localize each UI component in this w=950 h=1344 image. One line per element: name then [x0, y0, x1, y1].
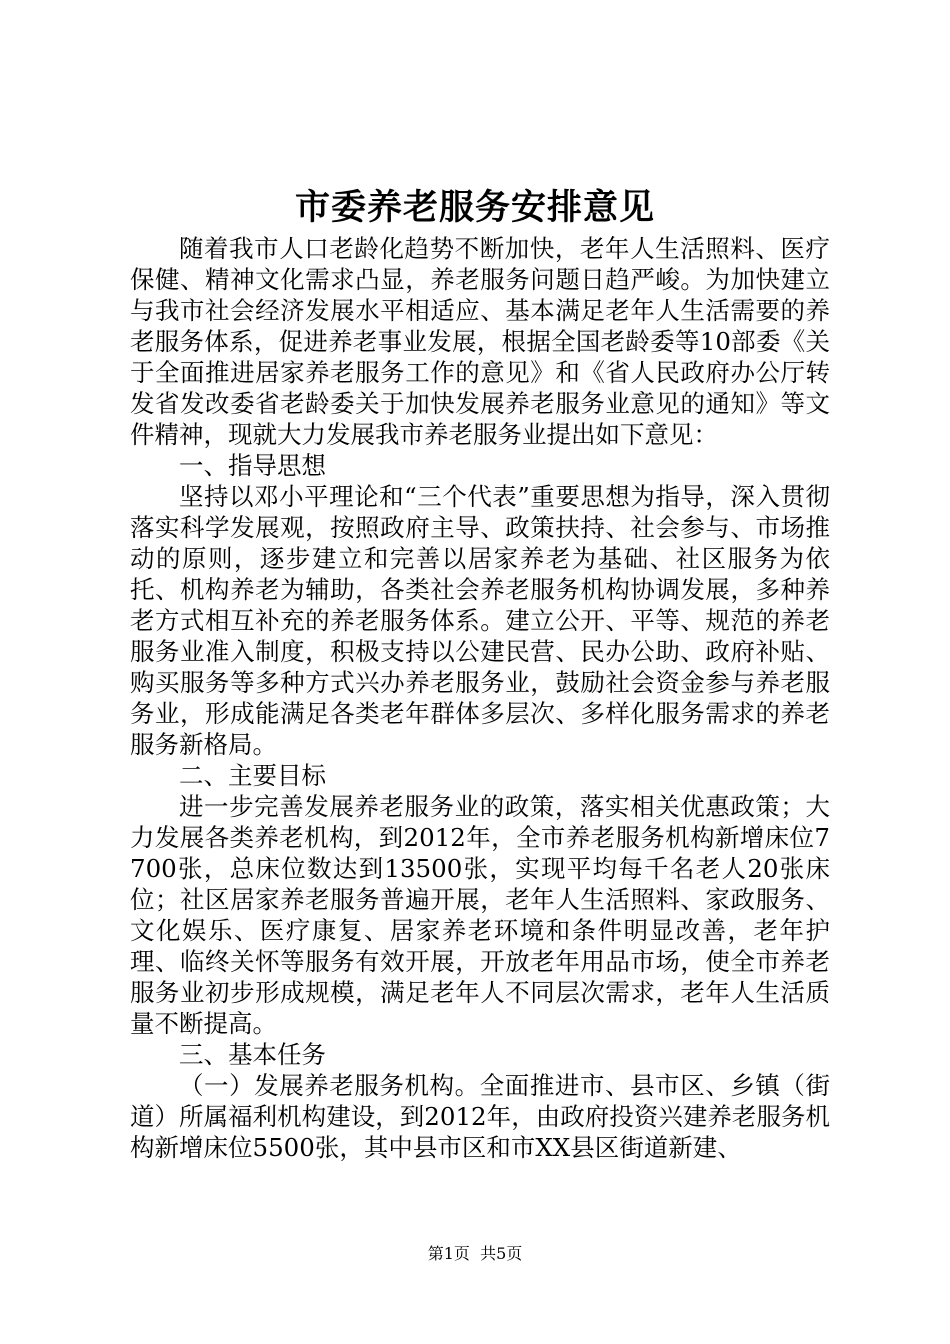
section-paragraph-guiding-ideology: 坚持以邓小平理论和“三个代表”重要思想为指导，深入贯彻落实科学发展观，按照政府主导、政策扶持、社会参与、市场推动的原则，逐步建立和完善以居家养老为基础、社区服务为依托、机构养老为辅助，各类社会养老服务机构协调发展，多种养老方式相互补充的养老服务体系。建立公开、平等、规范的养老服务业准入制度，积极支持以公建民营、民办公助、政府补贴、购买服务等多种方式兴办养老服务业，鼓励社会资金参与养老服务业，形成能满足各类老年群体多层次、多样化服务需求的养老服务新格局。: [130, 482, 830, 759]
page-footer: [0, 1243, 950, 1265]
page-number: 第1页: [427, 1244, 470, 1263]
section-paragraph-basic-tasks: （一）发展养老服务机构。全面推进市、县市区、乡镇（街道）所属福利机构建设，到2012年，由政府投资兴建养老服务机构新增床位5500张，其中县市区和市XX县区街道新建、: [130, 1071, 830, 1162]
section-paragraph-main-goals: 进一步完善发展养老服务业的政策，落实相关优惠政策；大力发展各类养老机构，到2012年，全市养老服务机构新增床位7700张，总床位数达到13500张，实现平均每千名老人20张床位；社区居家养老服务普遍开展，老年人生活照料、家政服务、文化娱乐、医疗康复、居家养老环境和条件明显改善，老年护理、临终关怀等服务有效开展，开放老年用品市场，使全市养老服务业初步形成规模，满足老年人不同层次需求，老年人生活质量不断提高。: [130, 792, 830, 1038]
page-total: 共5页: [480, 1244, 523, 1263]
section-heading-main-goals: 二、主要目标: [179, 761, 326, 790]
document-title: 市委养老服务安排意见: [294, 187, 655, 228]
section-heading-basic-tasks: 三、基本任务: [179, 1040, 326, 1069]
intro-paragraph: 随着我市人口老龄化趋势不断加快，老年人生活照料、医疗保健、精神文化需求凸显，养老服务问题日趋严峻。为加快建立与我市社会经济发展水平相适应、基本满足老年人生活需要的养老服务体系，促进养老事业发展，根据全国老龄委等10部委《关于全面推进居家养老服务工作的意见》和《省人民政府办公厅转发省发改委省老龄委关于加快发展养老服务业意见的通知》等文件精神，现就大力发展我市养老服务业提出如下意见：: [130, 234, 830, 449]
section-heading-guiding-ideology: 一、指导思想: [179, 451, 326, 480]
document-body: [130, 233, 830, 1163]
